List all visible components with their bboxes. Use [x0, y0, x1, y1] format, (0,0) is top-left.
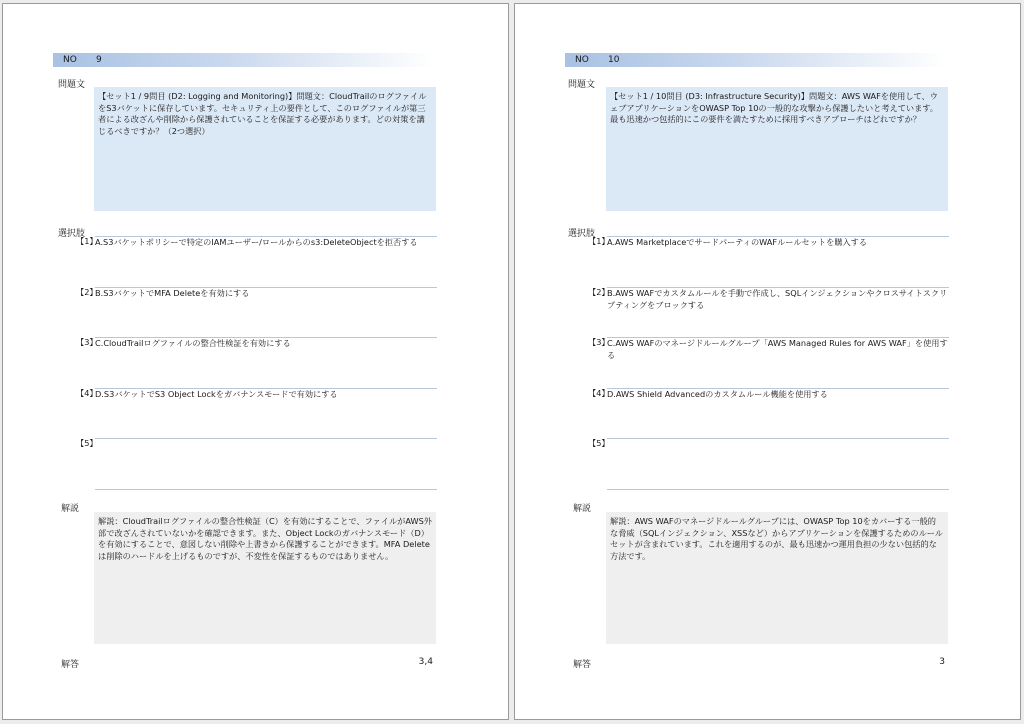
question-number: 9 [96, 55, 102, 65]
choice-text: D.S3バケットでS3 Object Lockをガバナンスモードで有効にする [95, 388, 437, 401]
choice-text: B.S3バケットでMFA Deleteを有効にする [95, 287, 437, 300]
choice-number: 【5】 [588, 438, 610, 448]
choice-text: B.AWS WAFでカスタムルールを手動で作成し、SQLインジェクションやクロスサイトスクリプティングをブロックする [607, 288, 948, 310]
choice-text [95, 438, 437, 490]
document-page-right [514, 3, 1021, 720]
document-page-left [2, 3, 509, 720]
choice-item-4 [65, 388, 437, 432]
choice-text: C.CloudTrailログファイルの整合性検証を有効にする [95, 337, 437, 350]
answer-value: 3,4 [418, 657, 433, 667]
explanation-text: 解説：AWS WAFのマネージドルールグループには、OWASP Top 10をカバーする一般的な脅威（SQLインジェクション、XSSなど）からアプリケーションを保護するためのルールセットが含まれています。これを適用するのが、最も迅速かつ運用負担の少ない包括的な方法です。 [606, 512, 948, 644]
choice-number: 【1】 [76, 236, 98, 246]
choice-item-4 [577, 388, 949, 432]
choice-text: A.S3バケットポリシーで特定のIAMユーザー/ロールからのs3:DeleteObjectを拒否する [95, 236, 437, 249]
choice-number: 【4】 [76, 388, 98, 398]
choice-text: A.AWS MarketplaceでサードパーティのWAFルールセットを購入する [607, 236, 949, 249]
question-number-bar [565, 53, 947, 67]
question-number-bar [53, 53, 435, 67]
choice-text: D.AWS Shield Advancedのカスタムルール機能を使用する [607, 388, 949, 401]
choices-label: 選択肢 [58, 229, 86, 239]
choices-label: 選択肢 [568, 229, 596, 239]
answer-label: 解答 [573, 660, 592, 670]
answer-value: 3 [939, 657, 945, 667]
question-label: 問題文 [568, 80, 596, 90]
choice-number: 【3】 [76, 337, 98, 347]
choice-item-5 [577, 438, 949, 482]
choice-item-2 [65, 287, 437, 331]
explanation-label: 解説 [573, 504, 592, 514]
choice-text: C.AWS WAFのマネージドルールグループ「AWS Managed Rules for AWS WAF」を使用する [607, 338, 948, 360]
choice-item-3 [577, 337, 949, 381]
no-label: NO [63, 55, 77, 65]
choice-number: 【1】 [588, 236, 610, 246]
question-text: 【セット1 / 10問目 (D3: Infrastructure Security)】問題文：AWS WAFを使用して、ウェブアプリケーションをOWASP Top 10の一般的な攻撃から保護したいと考えています。最も迅速かつ包括的にこの要件を満たすために採用すべきアプローチはどれですか？ [606, 87, 948, 211]
choice-number: 【5】 [76, 438, 98, 448]
question-label: 問題文 [58, 80, 86, 90]
choice-number: 【4】 [588, 388, 610, 398]
choice-item-3 [65, 337, 437, 381]
no-label: NO [575, 55, 589, 65]
choice-number: 【2】 [588, 287, 610, 297]
choice-item-5 [65, 438, 437, 482]
choice-item-2 [577, 287, 949, 331]
question-number: 10 [608, 55, 620, 65]
answer-label: 解答 [61, 660, 80, 670]
choice-number: 【2】 [76, 287, 98, 297]
explanation-text: 解説：CloudTrailログファイルの整合性検証（C）を有効にすることで、ファイルがAWS外部で改ざんされていないかを確認できます。また、Object Lockのガバナンスモード（D）を有効にすることで、意図しない削除や上書きから保護することができます。MFA Deleteは削除のハードルを上げるものですが、不変性を保証するものではありません。 [94, 512, 436, 644]
question-text: 【セット1 / 9問目 (D2: Logging and Monitoring)】問題文：CloudTrailのログファイルをS3バケットに保存しています。セキュリティ上の要件として、このログファイルが第三者による改ざんや削除から保護されていることを保証する必要があります。どの対策を講じるべきですか？（2つ選択） [94, 87, 436, 211]
choice-number: 【3】 [588, 337, 610, 347]
explanation-label: 解説 [61, 504, 80, 514]
choice-text [607, 438, 949, 490]
choice-item-1 [577, 236, 949, 280]
choice-item-1 [65, 236, 437, 280]
